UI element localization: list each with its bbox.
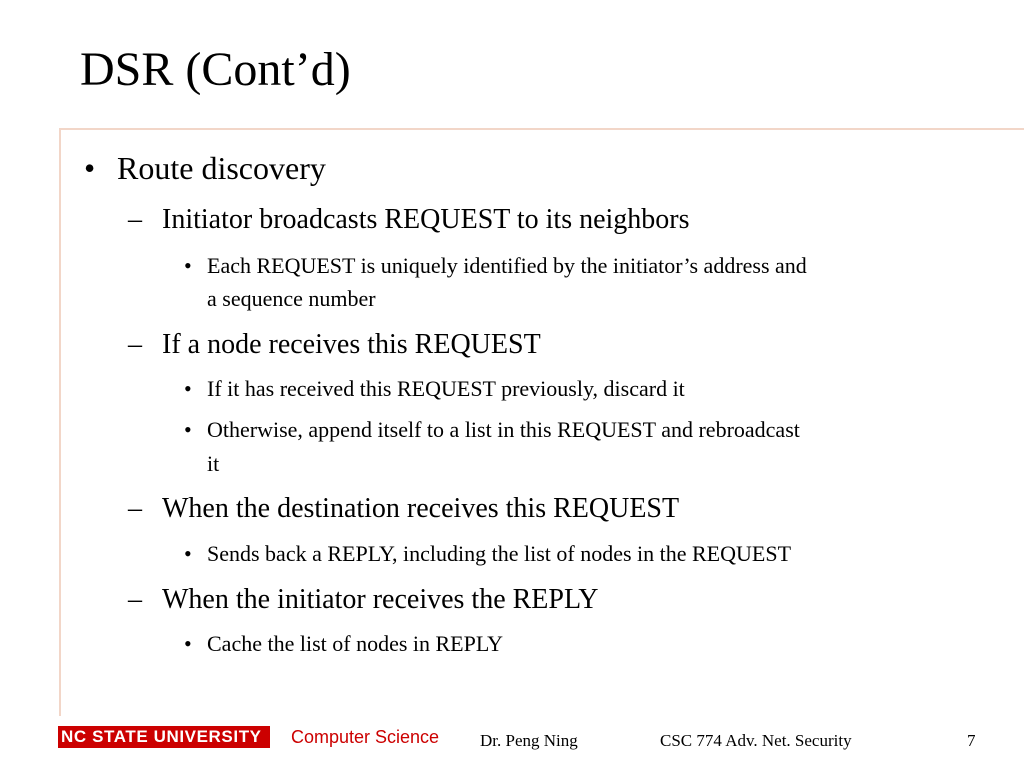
detail-append-rebroadcast: Otherwise, append itself to a list in this REQUEST and rebroadcast — [207, 417, 800, 442]
sub-bullet-destination-receives: When the destination receives this REQUEST — [162, 493, 680, 524]
slide-title: DSR (Cont’d) — [80, 43, 351, 96]
bullet-marker: • — [184, 376, 192, 401]
content-divider-vertical — [59, 128, 61, 716]
bullet-route-discovery: Route discovery — [117, 150, 326, 186]
dash-marker: – — [128, 329, 142, 360]
bullet-marker: • — [184, 253, 192, 278]
department-name: Computer Science — [291, 727, 440, 747]
dash-marker: – — [128, 204, 142, 235]
bullet-marker: • — [184, 417, 192, 442]
detail-discard-previous: If it has received this REQUEST previously, discard it — [207, 376, 685, 401]
bullet-marker: • — [184, 631, 192, 656]
detail-append-rebroadcast-cont: it — [207, 451, 220, 476]
dash-marker: – — [128, 493, 142, 524]
footer-course: CSC 774 Adv. Net. Security — [660, 731, 852, 750]
ncsu-logo: NC STATE UNIVERSITY — [58, 726, 270, 748]
bullet-marker: • — [84, 150, 96, 186]
footer-author: Dr. Peng Ning — [480, 731, 578, 750]
sub-bullet-node-receives: If a node receives this REQUEST — [162, 329, 541, 360]
sub-bullet-initiator-broadcasts: Initiator broadcasts REQUEST to its neighbors — [162, 204, 690, 235]
dash-marker: – — [128, 584, 142, 615]
page-number: 7 — [967, 731, 976, 750]
sub-bullet-initiator-receives-reply: When the initiator receives the REPLY — [162, 584, 599, 615]
bullet-marker: • — [184, 541, 192, 566]
title-divider-horizontal — [60, 128, 1024, 130]
detail-request-identified-cont: a sequence number — [207, 286, 376, 311]
detail-request-identified: Each REQUEST is uniquely identified by the initiator’s address and — [207, 253, 807, 278]
detail-sends-reply: Sends back a REPLY, including the list of nodes in the REQUEST — [207, 541, 792, 566]
detail-cache-list: Cache the list of nodes in REPLY — [207, 631, 503, 656]
